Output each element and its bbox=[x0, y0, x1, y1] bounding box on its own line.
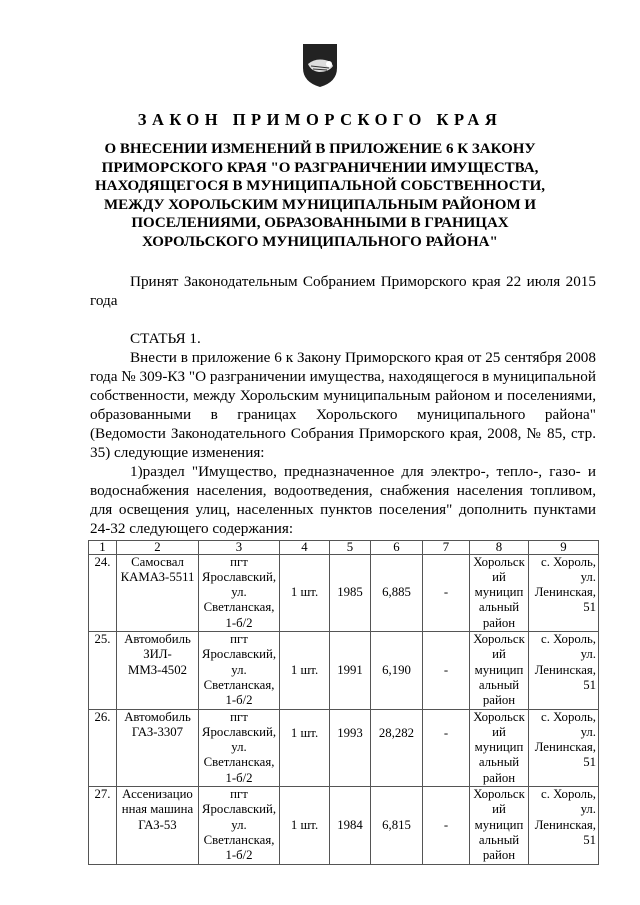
item-name: Ассенизационная машина ГАЗ-53 bbox=[117, 787, 199, 864]
item-location: пгт Ярославский, ул. Светланская, 1-б/2 bbox=[199, 787, 280, 864]
item-location: пгт Ярославский, ул. Светланская, 1-б/2 bbox=[199, 554, 280, 631]
item-name: Автомобиль ГАЗ-3307 bbox=[117, 709, 199, 786]
item-value: 6,885 bbox=[371, 554, 423, 631]
item-value: 6,190 bbox=[371, 632, 423, 709]
item-quantity: 1 шт. bbox=[280, 554, 330, 631]
item-owner: Хорольский муниципальный район bbox=[470, 709, 529, 786]
item-quantity: 1 шт. bbox=[280, 787, 330, 864]
item-value: 6,815 bbox=[371, 787, 423, 864]
item-quantity: 1 шт. bbox=[280, 632, 330, 709]
adoption-note: Принят Законодательным Собранием Приморского края 22 июля 2015 года bbox=[90, 272, 596, 309]
header-cell: 5 bbox=[330, 540, 371, 554]
item-value: 28,282 bbox=[371, 709, 423, 786]
article-paragraph: Внести в приложение 6 к Закону Приморского края от 25 сентября 2008 года № 309-КЗ "О разграничении имущества, находящегося в муниципальной собственности, между Хорольским муниципальным районом и поселениями, образованными в границах Хорольского муниципального района" (Ведомости Законодательного Собрания Приморского края, 2008, № 85, стр. 35) следующие изменения: bbox=[90, 348, 597, 461]
header-cell: 6 bbox=[371, 540, 423, 554]
header-cell: 4 bbox=[280, 540, 330, 554]
law-subtitle: О ВНЕСЕНИИ ИЗМЕНЕНИЙ В ПРИЛОЖЕНИЕ 6 К ЗАКОНУ ПРИМОРСКОГО КРАЯ "О РАЗГРАНИЧЕНИИ ИМУЩЕСТВА, НАХОДЯЩЕГОСЯ В МУНИЦИПАЛЬНОЙ СОБСТВЕННОСТИ, МЕЖДУ ХОРОЛЬСКИМ МУНИЦИПАЛЬНЫМ РАЙОНОМ И ПОСЕЛЕНИЯМИ, ОБРАЗОВАННЫМИ В ГРАНИЦАХ ХОРОЛЬСКОГО МУНИЦИПАЛЬНОГО РАЙОНА" bbox=[94, 141, 546, 250]
article-heading: СТАТЬЯ 1. bbox=[130, 329, 201, 347]
property-table bbox=[88, 540, 599, 865]
table-header-row bbox=[89, 540, 599, 554]
row-number: 27. bbox=[89, 787, 117, 864]
header-cell: 2 bbox=[117, 540, 199, 554]
item-owner-address: с. Хороль, ул. Ленинская, 51 bbox=[529, 787, 599, 864]
item-owner-address: с. Хороль, ул. Ленинская, 51 bbox=[529, 709, 599, 786]
item-col7: - bbox=[423, 709, 470, 786]
item-name: Автомобиль ЗИЛ-ММЗ-4502 bbox=[117, 632, 199, 709]
header-cell: 8 bbox=[470, 540, 529, 554]
item-year: 1993 bbox=[330, 709, 371, 786]
table-row bbox=[89, 632, 599, 709]
item-owner-address: с. Хороль, ул. Ленинская, 51 bbox=[529, 554, 599, 631]
header-cell: 3 bbox=[199, 540, 280, 554]
table-row bbox=[89, 709, 599, 786]
item-name: Самосвал КАМАЗ-5511 bbox=[117, 554, 199, 631]
item-col7: - bbox=[423, 632, 470, 709]
table-row bbox=[89, 554, 599, 631]
table-row bbox=[89, 787, 599, 864]
item-year: 1991 bbox=[330, 632, 371, 709]
header-cell: 9 bbox=[529, 540, 599, 554]
coat-of-arms-emblem bbox=[299, 38, 341, 88]
row-number: 24. bbox=[89, 554, 117, 631]
header-cell: 1 bbox=[89, 540, 117, 554]
item-owner: Хорольский муниципальный район bbox=[470, 554, 529, 631]
item-owner: Хорольский муниципальный район bbox=[470, 632, 529, 709]
item-owner: Хорольский муниципальный район bbox=[470, 787, 529, 864]
law-title: ЗАКОН ПРИМОРСКОГО КРАЯ bbox=[137, 110, 503, 129]
item-year: 1985 bbox=[330, 554, 371, 631]
row-number: 25. bbox=[89, 632, 117, 709]
item-col7: - bbox=[423, 554, 470, 631]
amendment-paragraph: 1)раздел "Имущество, предназначенное для электро-, тепло-, газо- и водоснабжения населения, водоотведения, снабжения населения топливом, для освещения улиц, населенных пунктов поселения" дополнить пунктами 24-32 следующего содержания: bbox=[90, 462, 596, 537]
item-location: пгт Ярославский, ул. Светланская, 1-б/2 bbox=[199, 709, 280, 786]
item-quantity: 1 шт. bbox=[280, 709, 330, 786]
header-cell: 7 bbox=[423, 540, 470, 554]
item-location: пгт Ярославский, ул. Светланская, 1-б/2 bbox=[199, 632, 280, 709]
item-year: 1984 bbox=[330, 787, 371, 864]
row-number: 26. bbox=[89, 709, 117, 786]
item-col7: - bbox=[423, 787, 470, 864]
item-owner-address: с. Хороль, ул. Ленинская, 51 bbox=[529, 632, 599, 709]
